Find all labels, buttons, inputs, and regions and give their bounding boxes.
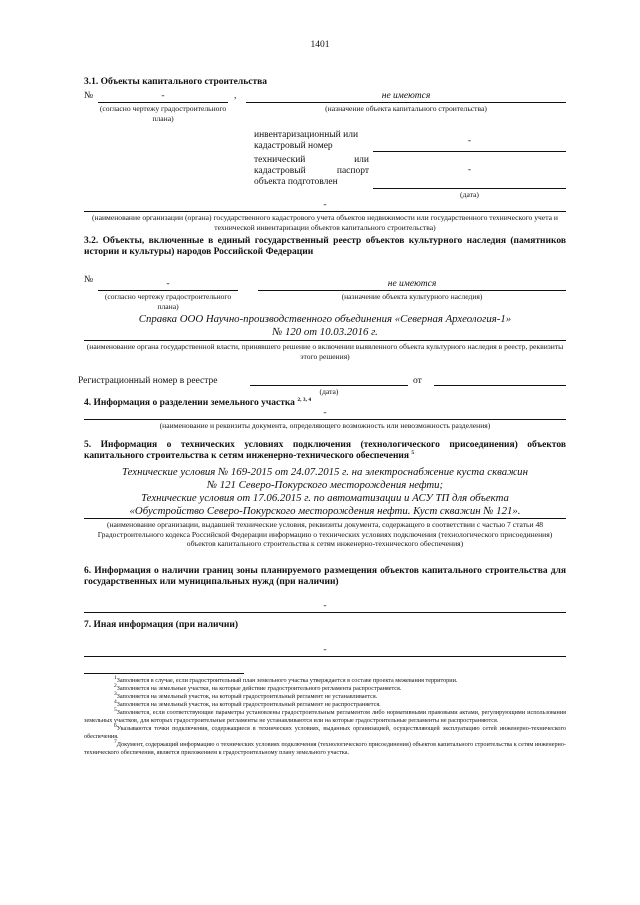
- section-4-title-text: 4. Информация о разделении земельного участка: [84, 398, 295, 408]
- heritage-document-caption: (наименование органа государственной власти, принявшего решение о включении выявленного объекта культурного наследия в реестр, реквизиты этого решения): [86, 342, 564, 361]
- footnote-text: Заполняется на земельный участок, на который градостроительный регламент не распространяется.: [116, 701, 381, 708]
- other-info-value: -: [323, 645, 327, 655]
- footnote-number: 3: [114, 690, 117, 697]
- inventory-number-value: -: [467, 136, 472, 146]
- inventory-number-label: инвентаризационный или кадастровый номер: [254, 130, 359, 151]
- tech-label-word-1: технический: [254, 155, 306, 165]
- section-4-footnote-ref: 2, 3, 4: [297, 396, 312, 403]
- footnote-number: 1: [114, 674, 117, 681]
- footnote-number: 6: [114, 722, 117, 729]
- land-division-caption: (наименование и реквизиты документа, определяющего возможность или невозможность разделения): [159, 421, 491, 430]
- land-division-line: [84, 419, 566, 420]
- section-6-title: 6. Информация о наличии границ зоны планируемого размещения объектов капитального строительства для государственных или муниципальных нужд (при наличии): [84, 566, 566, 587]
- date-caption: (дата): [460, 190, 479, 199]
- tech-passport-date-line: [373, 188, 566, 189]
- cadastral-org-caption: (наименование организации (органа) государственного кадастрового учета объектов недвижимости или государственного технического учета и технической инвентаризации объектов капитального строительства): [92, 213, 558, 232]
- footnote: [84, 706, 566, 725]
- footnote: [84, 738, 566, 757]
- registry-number-line: [250, 385, 408, 386]
- cadastral-org-value: -: [323, 200, 327, 210]
- tech-passport-value: -: [467, 165, 472, 175]
- tech-conditions-line-3: Технические условия от 17.06.2015 г. по автоматизации и АСУ ТП для объекта: [141, 492, 509, 504]
- tech-label-row-3: объекта подготовлен: [254, 177, 338, 187]
- footnote-number: 2: [114, 682, 117, 689]
- section-3-2-title: 3.2. Объекты, включенные в единый государственный реестр объектов культурного наследия (памятников истории и культуры) народов Российской Федерации: [84, 236, 566, 257]
- other-info-line: [84, 656, 566, 657]
- footnotes: [84, 674, 566, 757]
- registry-date-caption: (дата): [319, 387, 339, 396]
- footnote: [84, 682, 566, 693]
- tech-passport-row-1: [254, 155, 369, 166]
- capital-object-line: [246, 102, 566, 103]
- tech-label-word-4: паспорт: [336, 166, 369, 176]
- inventory-number-line: [373, 151, 566, 152]
- footnote: [84, 674, 566, 685]
- tech-label-word-3: кадастровый: [254, 166, 306, 176]
- footnote-text: Заполняется в случае, если градостроительный план земельного участка утверждается в составе проекта межевания территории.: [116, 677, 458, 684]
- cadastral-org-line: [84, 211, 566, 212]
- footnote-text: Указываются точки подключения, содержащиеся в технических условиях, выданных организацией, осуществляющей эксплуатацию сетей инженерно-технического обеспечения.: [84, 725, 566, 740]
- number-sign: №: [84, 91, 94, 101]
- page-number: 1401: [310, 40, 330, 50]
- footnote-number: 5: [114, 706, 117, 713]
- section-3-1-title: 3.1. Объекты капитального строительства: [84, 77, 268, 87]
- tech-conditions-caption: (наименование организации, выдавшей технические условия, реквизиты документа, содержащего в соответствии с частью 7 статьи 48 Градостроительного кодекса Российской Федерации информацию о технических условиях подключения (технологического присоединения) объектов капитального строительства к сетям инженерно-технического обеспечения): [97, 520, 553, 548]
- section-5-title-text: 5. Информация о технических условиях подключения (технологического присоединения) объектов капитального строительства к сетям инженерно-технического обеспечения: [84, 440, 566, 461]
- footnote: [84, 722, 566, 741]
- heritage-object-line: [258, 290, 566, 291]
- tech-conditions-line-2: № 121 Северо-Покурского месторождения нефти;: [206, 479, 444, 491]
- separator-comma: ,: [234, 91, 237, 101]
- tech-conditions-line-4: «Обустройство Северо-Покурского месторождения нефти. Куст скважин № 121».: [129, 505, 521, 517]
- footnote-text: Заполняется на земельный участок, на который градостроительный регламент не устанавливается.: [116, 693, 378, 700]
- caption-object-purpose: (назначение объекта капитального строительства): [325, 104, 487, 113]
- heritage-document-line-1: Справка ООО Научно-производственного объединения «Северная Археология-1»: [138, 313, 512, 325]
- footnote-text: Заполняется, если соответствующие параметры установлены градостроительным регламентом либо нормативными правовыми актами, регулирующими использования земельных участков, для которых градостроительные регламенты не устанавливаются или на которые градостроительные регламенты не распространяются.: [84, 709, 566, 724]
- planned-zone-value: -: [323, 601, 327, 611]
- land-division-value: -: [323, 408, 327, 418]
- capital-object-value: не имеются: [381, 91, 431, 101]
- tech-label-word-2: или: [354, 155, 369, 165]
- heritage-caption-drawing: (согласно чертежу градостроительного плана): [104, 292, 232, 311]
- tech-conditions-line: [84, 518, 566, 519]
- heritage-object-value: не имеются: [387, 279, 437, 289]
- planned-zone-line: [84, 612, 566, 613]
- object-number-value: -: [161, 91, 165, 101]
- section-5-footnote-ref: 5: [411, 449, 415, 456]
- number-sign-2: №: [84, 275, 94, 285]
- section-7-title: 7. Иная информация (при наличии): [84, 620, 239, 630]
- heritage-document-line-2: № 120 от 10.03.2016 г.: [272, 326, 378, 338]
- footnote-number: 7: [114, 738, 117, 745]
- tech-conditions-line-1: Технические условия № 169-2015 от 24.07.2015 г. на электроснабжение куста скважин: [122, 466, 528, 478]
- heritage-number-value: -: [166, 279, 170, 289]
- footnote: [84, 690, 566, 701]
- registry-date-line: [434, 385, 566, 386]
- footnote-text: Заполняется на земельные участки, на которые действие градостроительного регламента распространяется.: [116, 685, 402, 692]
- footnote: [84, 698, 566, 709]
- registry-from-label: от: [413, 376, 422, 386]
- registry-number-label: Регистрационный номер в реестре: [78, 376, 218, 386]
- section-5-title: [84, 440, 566, 462]
- object-number-line: [98, 102, 228, 103]
- heritage-number-line: [98, 290, 238, 291]
- heritage-document-line: [84, 340, 566, 341]
- heritage-caption-purpose: (назначение объекта культурного наследия): [341, 292, 483, 301]
- footnote-number: 4: [114, 698, 117, 705]
- footnote-separator: [84, 673, 244, 674]
- caption-drawing: (согласно чертежу градостроительного плана): [99, 104, 227, 123]
- tech-passport-row-2: [254, 166, 369, 177]
- footnote-text: Документ, содержащий информацию о технических условиях подключения (технологического присоединения) объектов капитального строительства к сетям инженерно-технического обеспечения, является приложением к градостроительному плану земельного участка.: [84, 741, 566, 756]
